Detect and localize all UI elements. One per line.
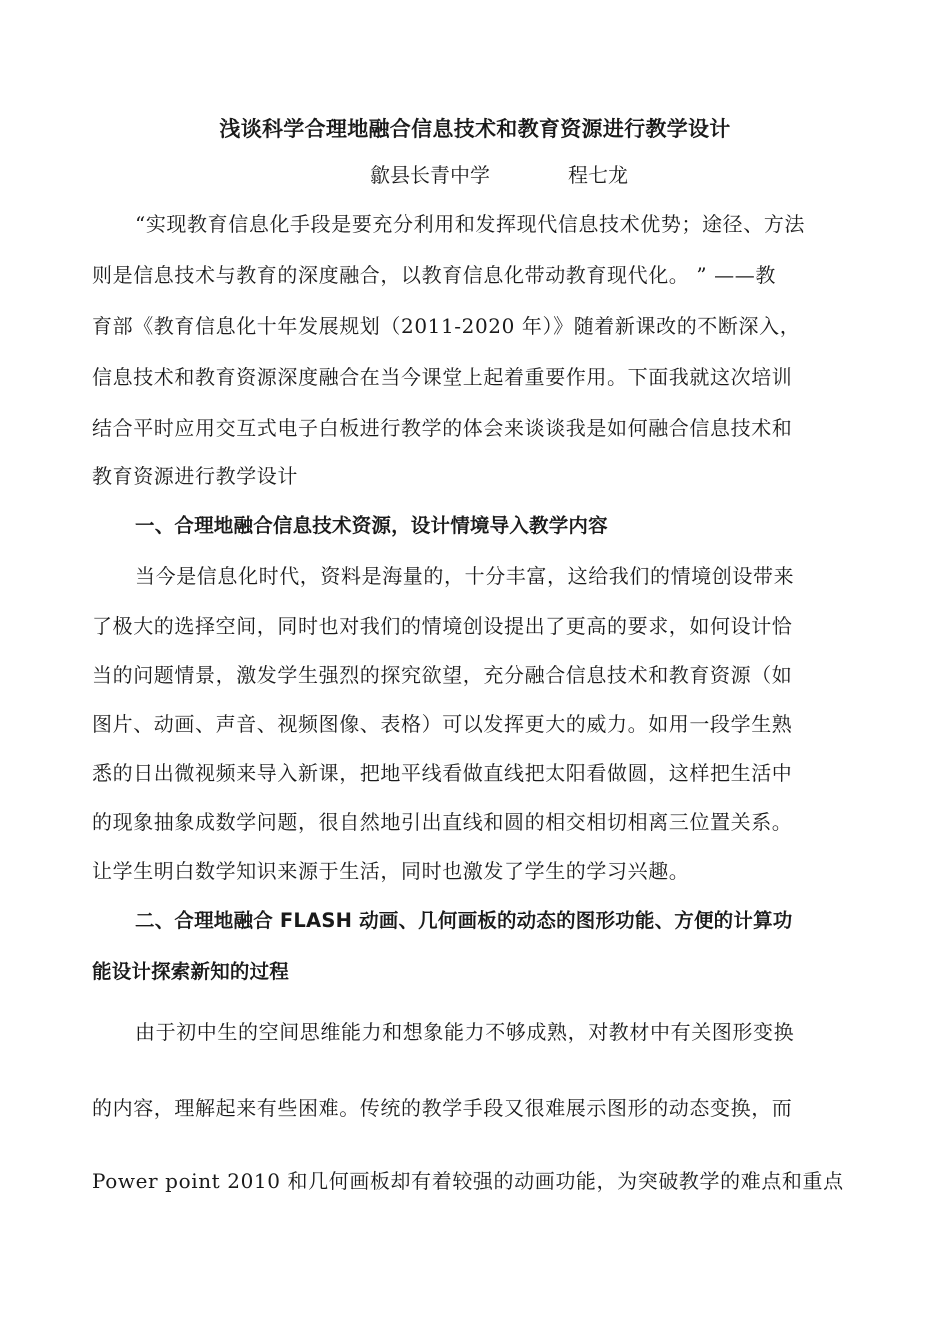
section-heading-2-cont: 能设计探索新知的过程	[92, 960, 290, 983]
paragraph-line: 则是信息技术与教育的深度融合，以教育信息化带动教育现代化。 ” ——教	[92, 263, 776, 287]
section-heading-1: 一、合理地融合信息技术资源，设计情境导入教学内容	[135, 514, 608, 537]
paragraph-line: 结合平时应用交互式电子白板进行教学的体会来谈谈我是如何融合信息技术和	[92, 416, 793, 440]
paragraph-line: 悉的日出微视频来导入新课，把地平线看做直线把太阳看做圆，这样把生活中	[92, 761, 793, 785]
paragraph-line: 图片、动画、声音、视频图像、表格）可以发挥更大的威力。如用一段学生熟	[92, 712, 793, 736]
paragraph-line: 信息技术和教育资源深度融合在当今课堂上起着重要作用。下面我就这次培训	[92, 365, 793, 389]
author-name: 程七龙	[568, 163, 628, 187]
paragraph-line: Power point 2010 和几何画板却有着较强的动画功能，为突破教学的难点和重点	[92, 1169, 844, 1193]
section-heading-2: 二、合理地融合 FLASH 动画、几何画板的动态的图形功能、方便的计算功	[135, 909, 793, 932]
paragraph-line: 由于初中生的空间思维能力和想象能力不够成熟，对教材中有关图形变换	[135, 1020, 795, 1044]
paragraph-line: 让学生明白数学知识来源于生活，同时也激发了学生的学习兴趣。	[92, 859, 690, 883]
paragraph-line: 的现象抽象成数学问题，很自然地引出直线和圆的相交相切相离三位置关系。	[92, 810, 793, 834]
paragraph-line: 了极大的选择空间，同时也对我们的情境创设提出了更高的要求，如何设计恰	[92, 614, 793, 638]
paragraph-line: 育部《教育信息化十年发展规划（2011-2020 年）》随着新课改的不断深入，	[92, 314, 801, 338]
paragraph-line: 当今是信息化时代，资料是海量的，十分丰富，这给我们的情境创设带来	[135, 564, 795, 588]
paragraph-line: 的内容，理解起来有些困难。传统的教学手段又很难展示图形的动态变换，而	[92, 1096, 793, 1120]
document-title: 浅谈科学合理地融合信息技术和教育资源进行教学设计	[219, 117, 731, 141]
paragraph-line: 当的问题情景，激发学生强烈的探究欲望，充分融合信息技术和教育资源（如	[92, 663, 793, 687]
author-line	[370, 160, 628, 190]
paragraph-line: “实现教育信息化手段是要充分利用和发挥现代信息技术优势；途径、方法	[135, 212, 806, 236]
paragraph-line: 教育资源进行教学设计	[92, 464, 298, 488]
author-school: 歙县长青中学	[370, 163, 490, 187]
